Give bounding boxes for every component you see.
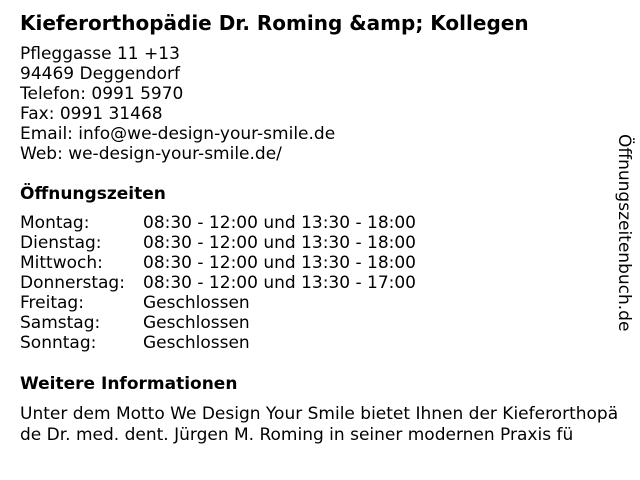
hours-time: 08:30 - 12:00 und 13:30 - 18:00	[143, 233, 416, 253]
web-line: Web: we-design-your-smile.de/	[20, 144, 282, 164]
hours-row	[20, 293, 416, 313]
page-title: Kieferorthopädie Dr. Roming &amp; Kollegen	[20, 11, 529, 35]
hours-row	[20, 253, 416, 273]
site-watermark: Öffnungszeitenbuch.de	[614, 134, 634, 332]
hours-time: 08:30 - 12:00 und 13:30 - 17:00	[143, 273, 416, 293]
hours-row	[20, 213, 416, 233]
hours-row	[20, 273, 416, 293]
email-line: Email: info@we-design-your-smile.de	[20, 124, 336, 144]
info-line: de Dr. med. dent. Jürgen M. Roming in seiner modernen Praxis fü	[20, 425, 574, 445]
info-text	[20, 404, 640, 446]
hours-day: Mittwoch:	[20, 253, 103, 273]
hours-day: Samstag:	[20, 313, 101, 333]
hours-day: Montag:	[20, 213, 90, 233]
hours-day: Sonntag:	[20, 333, 97, 353]
address-street: Pfleggasse 11 +13	[20, 44, 180, 64]
hours-heading: Öffnungszeiten	[20, 184, 166, 204]
hours-row	[20, 233, 416, 253]
hours-day: Freitag:	[20, 293, 84, 313]
hours-time: 08:30 - 12:00 und 13:30 - 18:00	[143, 253, 416, 273]
address-city: 94469 Deggendorf	[20, 64, 181, 84]
phone-line: Telefon: 0991 5970	[20, 84, 184, 104]
hours-time: Geschlossen	[143, 313, 250, 333]
hours-day: Dienstag:	[20, 233, 102, 253]
hours-time: Geschlossen	[143, 333, 250, 353]
info-line: Unter dem Motto We Design Your Smile bietet Ihnen der Kieferorthopä	[20, 404, 619, 424]
hours-time: 08:30 - 12:00 und 13:30 - 18:00	[143, 213, 416, 233]
hours-row	[20, 313, 416, 333]
info-heading: Weitere Informationen	[20, 374, 238, 394]
hours-time: Geschlossen	[143, 293, 250, 313]
hours-table	[20, 213, 416, 353]
fax-line: Fax: 0991 31468	[20, 104, 163, 124]
hours-row	[20, 333, 416, 353]
hours-day: Donnerstag:	[20, 273, 125, 293]
contact-block	[20, 44, 335, 164]
